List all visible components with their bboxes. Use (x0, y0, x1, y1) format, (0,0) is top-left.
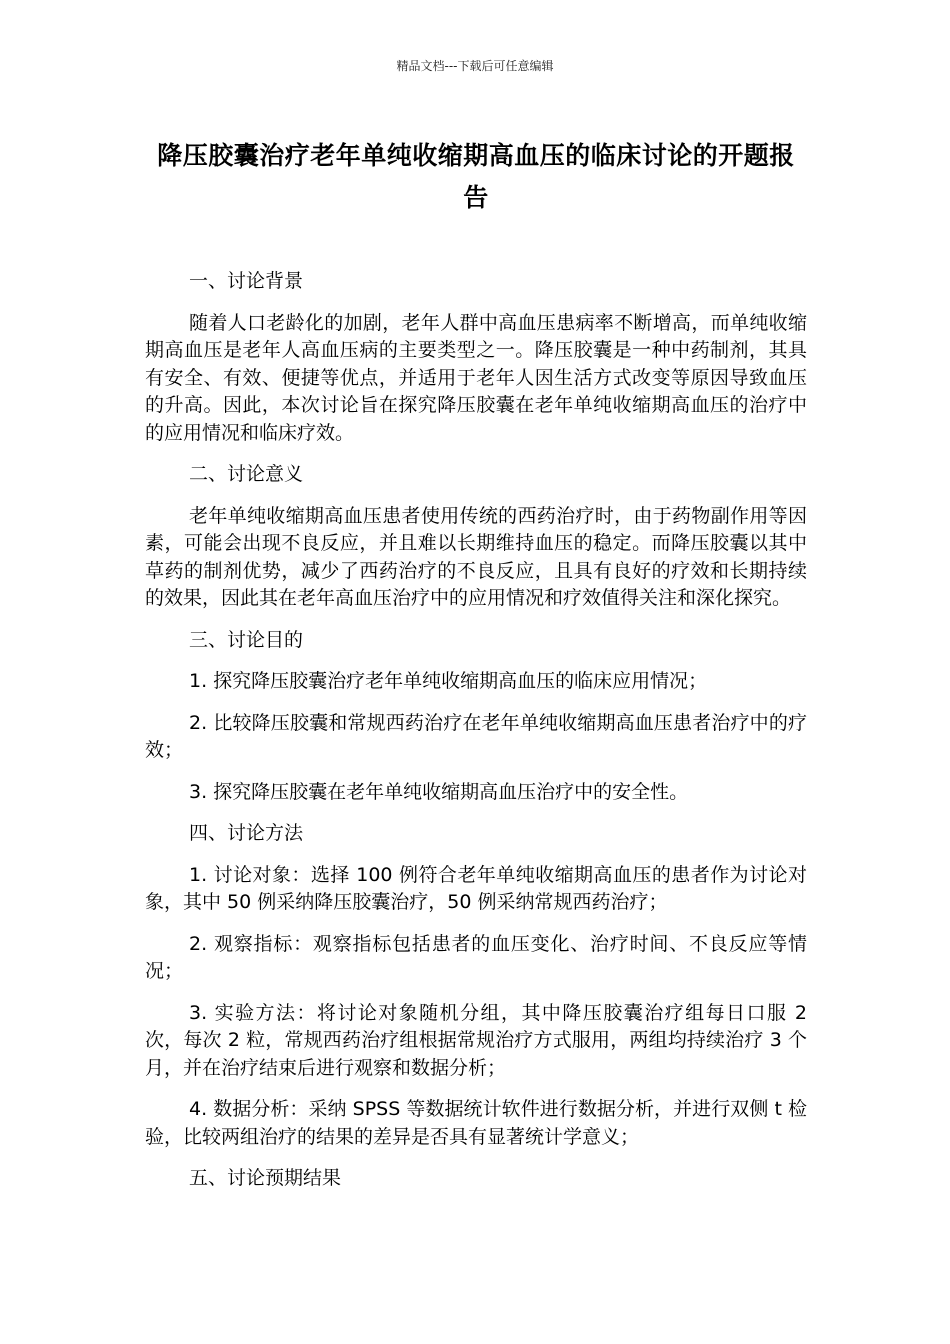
method-item-3: 3. 实验方法：将讨论对象随机分组，其中降压胶囊治疗组每日口服 2 次，每次 2 粒，常规西药治疗组根据常规治疗方式服用，两组均持续治疗 3 个月，并在治疗结束后进行观察和数据分析； (145, 1001, 807, 1079)
paragraph-significance: 老年单纯收缩期高血压患者使用传统的西药治疗时，由于药物副作用等因素，可能会出现不良反应，并且难以长期维持血压的稳定。而降压胶囊以其中草药的制剂优势，减少了西药治疗的不良反应，且具有良好的疗效和长期持续的效果，因此其在老年高血压治疗中的应用情况和疗效值得关注和深化探究。 (145, 504, 807, 609)
section-heading-expected-results: 五、讨论预期结果 (189, 1167, 342, 1189)
objective-item-3: 3. 探究降压胶囊在老年单纯收缩期高血压治疗中的安全性。 (189, 780, 689, 803)
section-heading-significance: 二、讨论意义 (189, 463, 304, 485)
page-header: 精品文档---下载后可任意编辑 (396, 59, 554, 73)
section-heading-objectives: 三、讨论目的 (189, 628, 304, 651)
method-item-4: 4. 数据分析：采纳 SPSS 等数据统计软件进行数据分析，并进行双侧 t 检验，比较两组治疗的结果的差异是否具有显著统计学意义； (145, 1098, 807, 1148)
objective-item-2: 2. 比较降压胶囊和常规西药治疗在老年单纯收缩期高血压患者治疗中的疗效； (145, 711, 807, 761)
objective-item-1: 1. 探究降压胶囊治疗老年单纯收缩期高血压的临床应用情况； (189, 670, 708, 692)
method-item-1: 1. 讨论对象：选择 100 例符合老年单纯收缩期高血压的患者作为讨论对象，其中 50 例采纳降压胶囊治疗，50 例采纳常规西药治疗； (145, 863, 807, 913)
section-heading-methods: 四、讨论方法 (189, 822, 304, 844)
section-heading-background: 一、讨论背景 (189, 270, 304, 292)
document-body (145, 268, 807, 1207)
document-title: 降压胶囊治疗老年单纯收缩期高血压的临床讨论的开题报告 (157, 141, 795, 212)
paragraph-background: 随着人口老龄化的加剧，老年人群中高血压患病率不断增高，而单纯收缩期高血压是老年人高血压病的主要类型之一。降压胶囊是一种中药制剂，其具有安全、有效、便捷等优点，并适用于老年人因生活方式改变等原因导致血压的升高。因此，本次讨论旨在探究降压胶囊在老年单纯收缩期高血压的治疗中的应用情况和临床疗效。 (145, 311, 807, 444)
method-item-2: 2. 观察指标：观察指标包括患者的血压变化、治疗时间、不良反应等情况； (145, 932, 807, 982)
